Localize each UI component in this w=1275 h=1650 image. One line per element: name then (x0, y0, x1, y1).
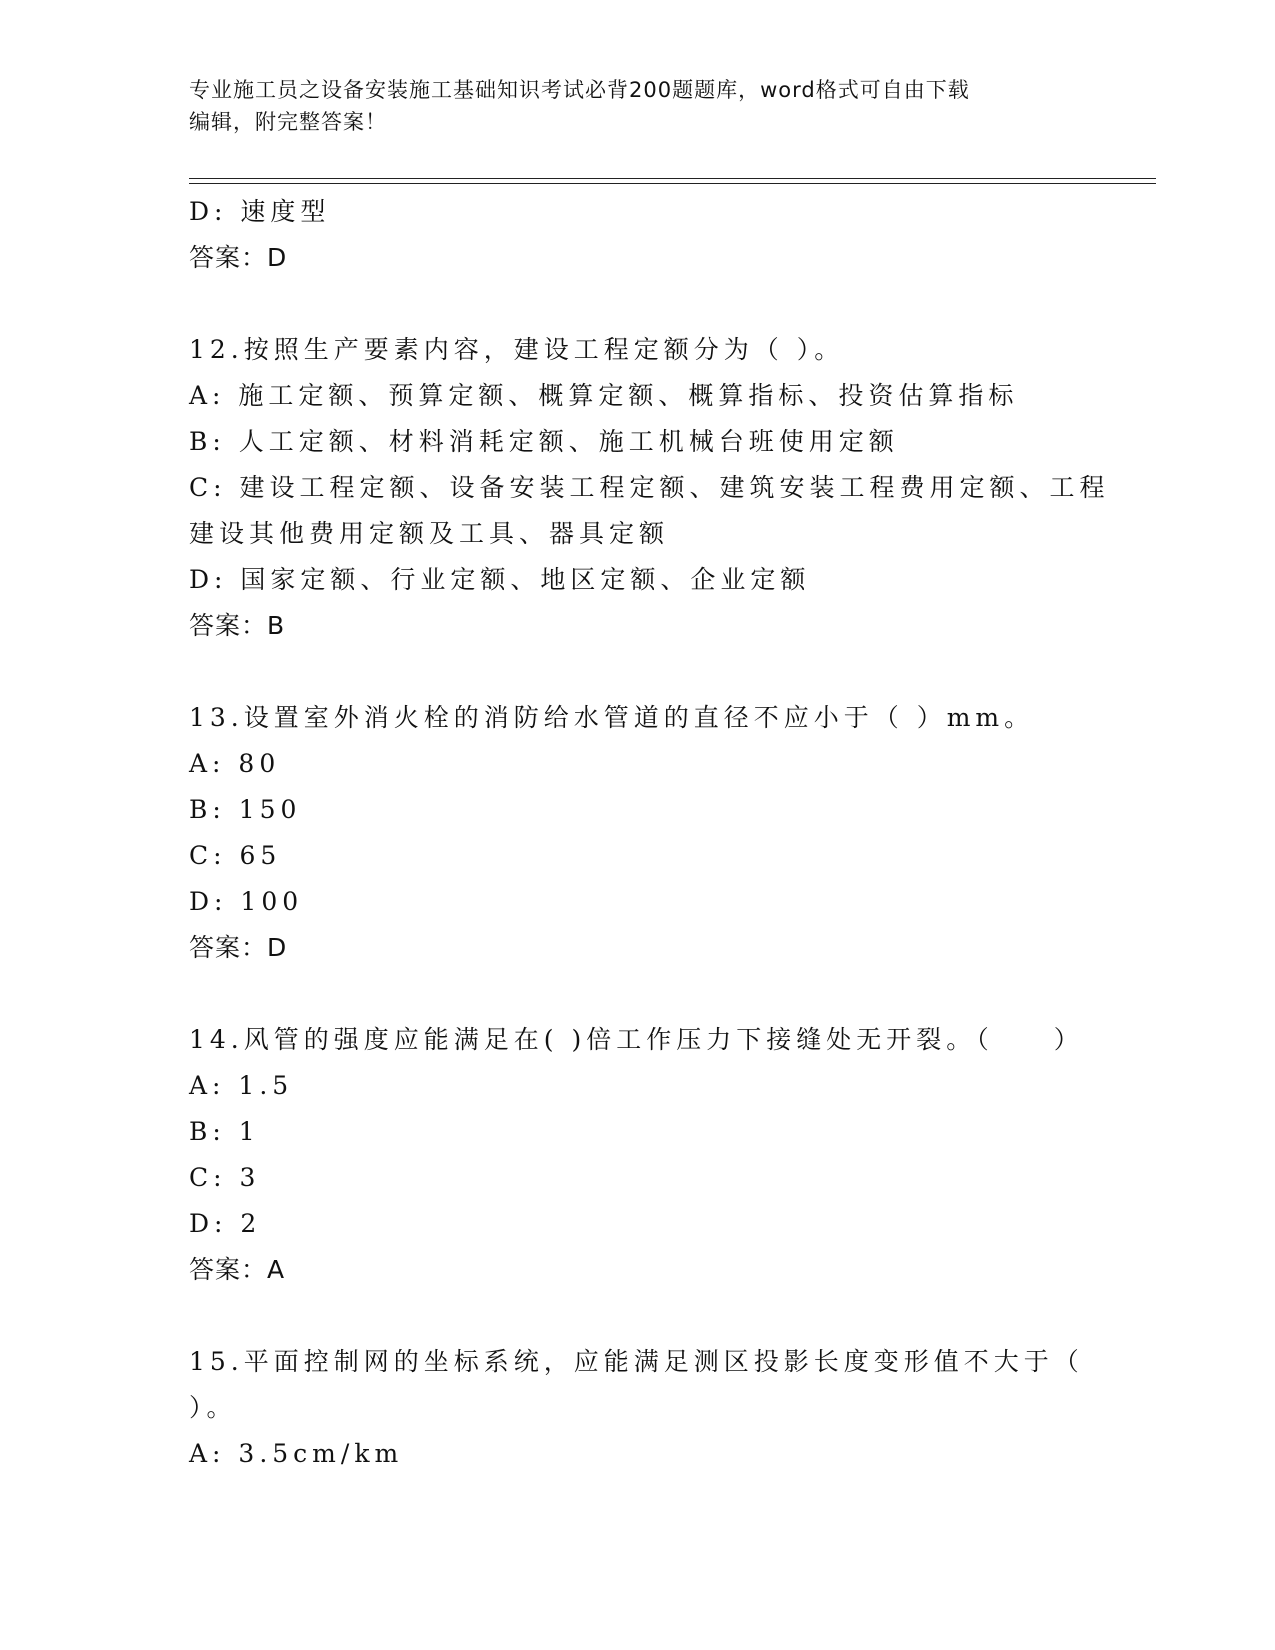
answer: 答案：D (189, 933, 288, 962)
option-a: A: 3.5cm/km (189, 1439, 404, 1468)
spacer (189, 1293, 1089, 1339)
question-12 (189, 327, 1110, 649)
question-stem-continued: ）。 (189, 1393, 237, 1422)
option-b: B: 1 (189, 1117, 260, 1146)
option-d: D: 2 (189, 1209, 262, 1238)
option-d: D: 100 (189, 887, 304, 916)
question-13 (189, 695, 1089, 971)
option-a: A: 1.5 (189, 1071, 294, 1100)
question-list (189, 189, 1110, 1477)
option-b: B: 150 (189, 795, 302, 824)
question-stem: 15.平面控制网的坐标系统，应能满足测区投影长度变形值不大于（ (189, 1347, 1084, 1376)
option-b: B: 人工定额、材料消耗定额、施工机械台班使用定额 (189, 427, 899, 456)
option-a: A: 80 (189, 749, 281, 778)
spacer (189, 971, 1089, 1017)
header-divider-bottom (189, 183, 1156, 184)
option-c: C: 65 (189, 841, 282, 870)
prev-option-d: D: 速度型 (189, 197, 331, 226)
spacer (189, 281, 1089, 327)
option-c: C: 建设工程定额、设备安装工程定额、建筑安装工程费用定额、工程 (189, 473, 1110, 502)
question-15 (189, 1339, 1089, 1477)
spacer (189, 649, 1089, 695)
header-divider-top (189, 178, 1156, 179)
question-stem: 12.按照生产要素内容，建设工程定额分为（ ）。 (189, 335, 845, 364)
option-a: A: 施工定额、预算定额、概算定额、概算指标、投资估算指标 (189, 381, 1019, 410)
document-header (189, 74, 1089, 138)
question-stem: 13.设置室外消火栓的消防给水管道的直径不应小于（ ）mm。 (189, 703, 1035, 732)
question-14 (189, 1017, 1089, 1293)
header-title-line-2: 编辑，附完整答案！ (189, 110, 387, 134)
prev-answer: 答案：D (189, 243, 288, 272)
answer: 答案：B (189, 611, 286, 640)
option-c: C: 3 (189, 1163, 261, 1192)
answer: 答案：A (189, 1255, 286, 1284)
option-c-continued: 建设其他费用定额及工具、器具定额 (189, 519, 670, 548)
option-d: D: 国家定额、行业定额、地区定额、企业定额 (189, 565, 811, 594)
question-stem: 14.风管的强度应能满足在( )倍工作压力下接缝处无开裂。（ ） (189, 1025, 1084, 1054)
header-title-line-1: 专业施工员之设备安装施工基础知识考试必背200题题库，word格式可自由下载 (189, 78, 970, 102)
